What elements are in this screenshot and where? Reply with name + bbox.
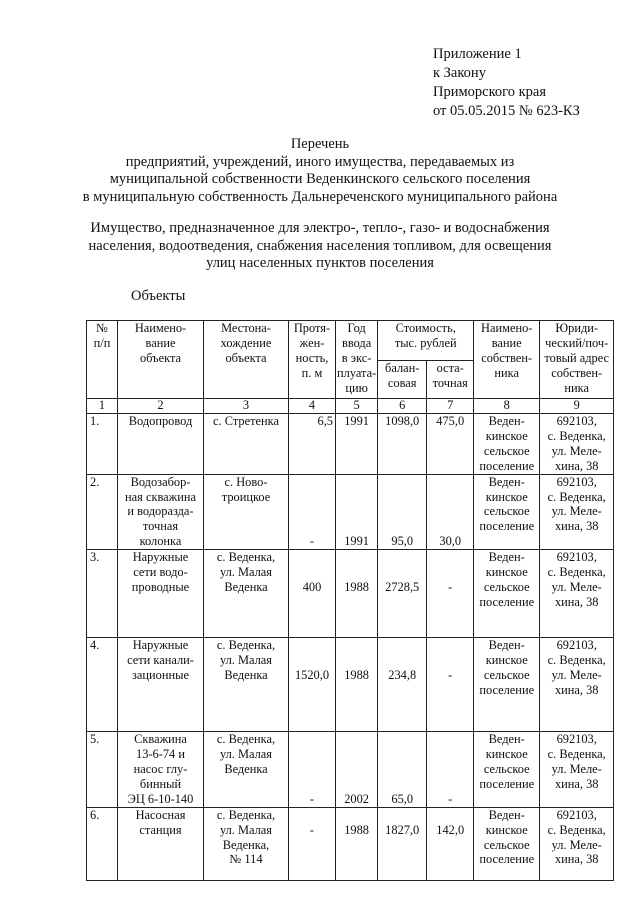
row-owner: Веден- кинское сельское поселение [474, 474, 540, 550]
row-length: 1520,0 [289, 638, 336, 732]
section-title: Объекты [131, 288, 186, 304]
row-year: 1988 [336, 638, 378, 732]
column-number: 4 [289, 399, 336, 414]
table-row [87, 638, 614, 732]
table-row [87, 474, 614, 550]
table-row [87, 732, 614, 808]
header-address: Юриди- ческий/поч- товый адрес собствен- ника [540, 321, 614, 399]
heading-line: в муниципальную собственность Дальнереченского муниципального района [82, 188, 558, 205]
row-length: - [289, 807, 336, 880]
objects-table [86, 320, 614, 881]
row-residual: - [427, 638, 474, 732]
row-location: с. Стретенка [204, 414, 289, 475]
row-residual: 142,0 [427, 807, 474, 880]
header-balance: балан- совая [378, 361, 427, 399]
column-number: 6 [378, 399, 427, 414]
row-owner: Веден- кинское сельское поселение [474, 807, 540, 880]
row-name: Наружные сети водо- проводные [118, 550, 204, 638]
row-name: Водозабор- ная скважина и водоразда- точная колонка [118, 474, 204, 550]
row-balance: 2728,5 [378, 550, 427, 638]
row-balance: 95,0 [378, 474, 427, 550]
column-number: 2 [118, 399, 204, 414]
row-owner: Веден- кинское сельское поселение [474, 732, 540, 808]
column-number: 1 [87, 399, 118, 414]
header-year: Год ввода в экс- плуата- цию [336, 321, 378, 399]
header-owner: Наимено- вание собствен- ника [474, 321, 540, 399]
row-name: Наружные сети канали- зационные [118, 638, 204, 732]
heading-line: муниципальной собственности Веденкинского сельского поселения [109, 171, 531, 187]
row-residual: 475,0 [427, 414, 474, 475]
row-year: 1988 [336, 550, 378, 638]
row-location: с. Ново- троицкое [204, 474, 289, 550]
heading-title: Перечень [290, 136, 350, 152]
row-length: - [289, 474, 336, 550]
heading-line: предприятий, учреждений, иного имущества, передаваемых из [125, 153, 515, 170]
row-length: - [289, 732, 336, 808]
column-number: 5 [336, 399, 378, 414]
row-year: 1988 [336, 807, 378, 880]
header-num: № п/п [87, 321, 118, 399]
column-number: 7 [427, 399, 474, 414]
header-cost: Стоимость, тыс. рублей [378, 321, 474, 361]
row-length: 400 [289, 550, 336, 638]
column-number: 8 [474, 399, 540, 414]
row-residual: 30,0 [427, 474, 474, 550]
row-balance: 1098,0 [378, 414, 427, 475]
row-address: 692103, с. Веденка, ул. Меле- хина, 38 [540, 732, 614, 808]
row-length: 6,5 [289, 414, 336, 475]
row-address: 692103, с. Веденка, ул. Меле- хина, 38 [540, 638, 614, 732]
row-owner: Веден- кинское сельское поселение [474, 550, 540, 638]
appendix-line: от 05.05.2015 № 623-КЗ [433, 103, 580, 119]
row-balance: 1827,0 [378, 807, 427, 880]
row-year: 2002 [336, 732, 378, 808]
row-location: с. Веденка, ул. Малая Веденка [204, 638, 289, 732]
row-location: с. Веденка, ул. Малая Веденка [204, 550, 289, 638]
appendix-line: к Закону [433, 65, 486, 81]
row-owner: Веден- кинское сельское поселение [474, 638, 540, 732]
row-residual: - [427, 550, 474, 638]
row-num: 1. [87, 414, 118, 475]
row-balance: 65,0 [378, 732, 427, 808]
appendix-note [433, 45, 580, 121]
row-num: 2. [87, 474, 118, 550]
row-address: 692103, с. Веденка, ул. Меле- хина, 38 [540, 807, 614, 880]
header-length: Протя- жен- ность, п. м [289, 321, 336, 399]
table-row [87, 414, 614, 475]
appendix-line: Приложение 1 [433, 46, 522, 62]
row-location: с. Веденка, ул. Малая Веденка, № 114 [204, 807, 289, 880]
row-num: 4. [87, 638, 118, 732]
document-heading [0, 136, 640, 206]
row-name: Водопровод [118, 414, 204, 475]
row-balance: 234,8 [378, 638, 427, 732]
row-residual: - [427, 732, 474, 808]
row-num: 6. [87, 807, 118, 880]
row-address: 692103, с. Веденка, ул. Меле- хина, 38 [540, 550, 614, 638]
property-category [0, 220, 640, 273]
row-year: 1991 [336, 474, 378, 550]
row-address: 692103, с. Веденка, ул. Меле- хина, 38 [540, 474, 614, 550]
row-name: Насосная станция [118, 807, 204, 880]
table-row [87, 807, 614, 880]
category-line: населения, водоотведения, снабжения населения топливом, для освещения [88, 237, 552, 254]
header-residual: оста- точная [427, 361, 474, 399]
row-owner: Веден- кинское сельское поселение [474, 414, 540, 475]
row-num: 5. [87, 732, 118, 808]
table-row [87, 550, 614, 638]
header-location: Местона- хождение объекта [204, 321, 289, 399]
row-location: с. Веденка, ул. Малая Веденка [204, 732, 289, 808]
row-num: 3. [87, 550, 118, 638]
column-number: 3 [204, 399, 289, 414]
row-year: 1991 [336, 414, 378, 475]
row-address: 692103, с. Веденка, ул. Меле- хина, 38 [540, 414, 614, 475]
row-name: Скважина 13-6-74 и насос глу- бинный ЭЦ 6-10-140 [118, 732, 204, 808]
header-name: Наимено- вание объекта [118, 321, 204, 399]
appendix-line: Приморского края [433, 84, 547, 100]
column-number: 9 [540, 399, 614, 414]
category-line: улиц населенных пунктов поселения [206, 255, 434, 271]
category-line: Имущество, предназначенное для электро-, тепло-, газо- и водоснабжения [90, 220, 550, 236]
